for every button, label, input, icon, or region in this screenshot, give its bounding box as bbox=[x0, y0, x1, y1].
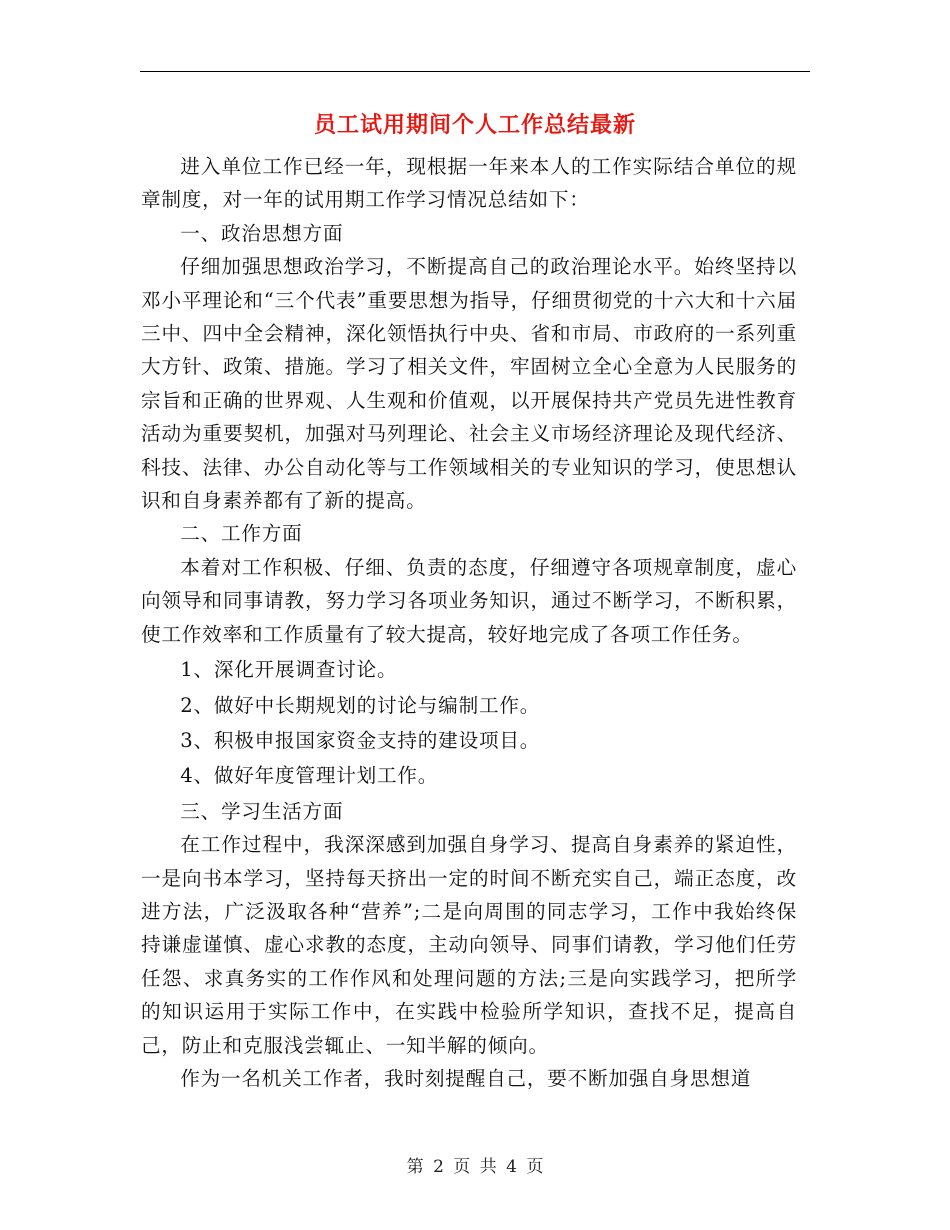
work-list-item: 3、积极申报国家资金支持的建设项目。 bbox=[180, 728, 541, 752]
work-list-item: 2、做好中长期规划的讨论与编制工作。 bbox=[180, 693, 541, 717]
study-paragraph: 在工作过程中，我深深感到加强自身学习、提高自身素养的紧迫性，一是向书本学习，坚持每天挤出一定的时间不断充实自己，端正态度，改进方法，广泛汲取各种“营养”;二是向周围的同志学习，工作中我始终保持谦虚谨慎、虚心求教的态度，主动向领导、同事们请教，学习他们任劳任怨、求真务实的工作作风和处理问题的方法;三是向实践学习，把所学的知识运用于实际工作中，在实践中检验所学知识，查找不足，提高自己，防止和克服浅尝辄止、一知半解的倾向。 bbox=[141, 833, 797, 1057]
section-heading-study: 三、学习生活方面 bbox=[180, 799, 344, 823]
work-paragraph: 本着对工作积极、仔细、负责的态度，仔细遵守各项规章制度，虚心向领导和同事请教，努力学习各项业务知识，通过不断学习，不断积累，使工作效率和工作质量有了较大提高，较好地完成了各项工作任务。 bbox=[141, 555, 797, 646]
header-rule bbox=[140, 71, 810, 72]
page-number-footer: 第 2 页 共 4 页 bbox=[406, 1157, 544, 1177]
section-heading-political: 一、政治思想方面 bbox=[180, 221, 344, 245]
intro-paragraph: 进入单位工作已经一年，现根据一年来本人的工作实际结合单位的规章制度，对一年的试用期工作学习情况总结如下： bbox=[141, 155, 797, 212]
closing-paragraph: 作为一名机关工作者，我时刻提醒自己，要不断加强自身思想道 bbox=[180, 1066, 752, 1090]
work-list-item: 1、深化开展调查讨论。 bbox=[180, 658, 398, 682]
document-title: 员工试用期间个人工作总结最新 bbox=[313, 112, 636, 138]
document-body bbox=[141, 150, 797, 1095]
political-paragraph: 仔细加强思想政治学习，不断提高自己的政治理论水平。始终坚持以邓小平理论和“三个代表”重要思想为指导，仔细贯彻党的十六大和十六届三中、四中全会精神，深化领悟执行中央、省和市局、市政府的一系列重大方针、政策、措施。学习了相关文件，牢固树立全心全意为人民服务的宗旨和正确的世界观、人生观和价值观，以开展保持共产党员先进性教育活动为重要契机，加强对马列理论、社会主义市场经济理论及现代经济、科技、法律、办公自动化等与工作领域相关的专业知识的学习，使思想认识和自身素养都有了新的提高。 bbox=[141, 255, 797, 513]
section-heading-work: 二、工作方面 bbox=[180, 522, 303, 546]
work-list-item: 4、做好年度管理计划工作。 bbox=[180, 764, 439, 788]
